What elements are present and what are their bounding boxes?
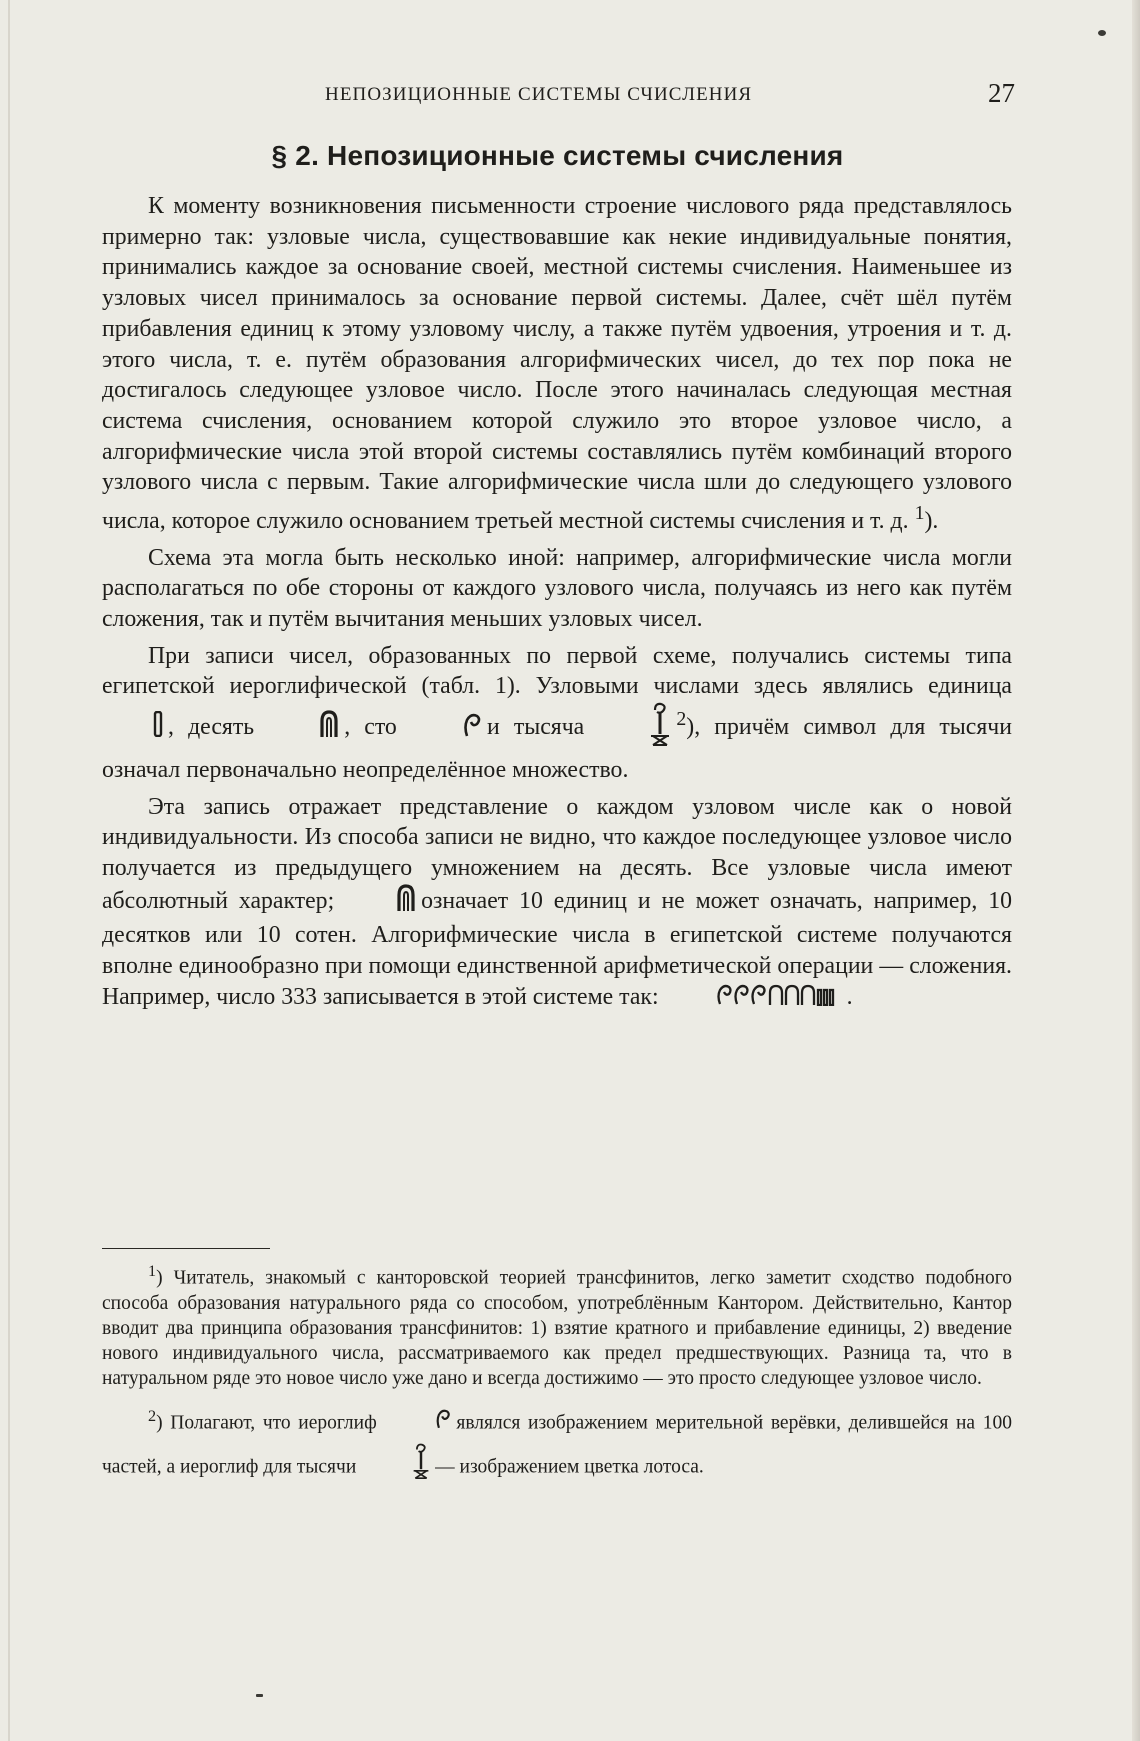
paragraph-1 xyxy=(102,191,1012,537)
egyptian-one-icon xyxy=(106,711,164,746)
paragraph-4-text-a: Эта запись отражает представление о каждом узловом числе как о новой индивидуальности. Из способа записи не видно, что каждое последующее узловое число получается из предыдущего умножением на десять. Все узловые числа имеют абсолютный характер; xyxy=(102,793,1012,914)
egyptian-hundred-icon xyxy=(415,711,483,746)
paragraph-1-end: ). xyxy=(924,507,939,534)
body-text xyxy=(102,191,1012,1021)
footnote-2-text-c: — изображением цветка лотоса. xyxy=(435,1456,704,1477)
ink-speck xyxy=(1098,30,1106,36)
footnote-divider xyxy=(102,1248,270,1249)
footnote-1-mark: 1 xyxy=(148,1262,157,1280)
egyptian-ten-icon-inline xyxy=(349,884,417,921)
footnote-1 xyxy=(102,1259,1012,1391)
egyptian-333-notation xyxy=(669,982,843,1015)
footnote-ref-1: 1 xyxy=(914,502,925,525)
footnote-2-mark: 2 xyxy=(148,1406,157,1425)
footnote-ref-2: 2 xyxy=(676,708,687,731)
egyptian-hundred-icon-footnote xyxy=(388,1405,452,1443)
paragraph-3-text-e: ), причём символ для тысячи означал первоначально неопределённое множество. xyxy=(102,714,1013,783)
egyptian-ten-icon xyxy=(272,710,340,747)
egyptian-thousand-icon-footnote xyxy=(365,1443,431,1493)
footnote-2-text-b: являлся изображением мерительной верёвки, делившейся на 100 частей, а иероглиф для тысячи xyxy=(102,1412,1012,1477)
egyptian-thousand-icon xyxy=(602,702,672,755)
footnote-1-text: ) Читатель, знакомый с канторовской теорией трансфинитов, легко заметит сходство подобного способа образования натурального ряда со способом, употреблённым Кантором. Действительно, Кантор вводит два принципа образования трансфинитов: 1) взятие кратного и прибавление единицы, 2) введение нового индивидуального числа, рассматриваемого как предел предшествующих. Разница та, что в натуральном ряде это новое число уже дано и всегда достижимо — это просто следующее узловое число. xyxy=(102,1267,1012,1389)
paragraph-4 xyxy=(102,792,1012,1015)
page-number: 27 xyxy=(988,78,1015,108)
page-left-edge xyxy=(8,0,10,1741)
footnote-2 xyxy=(102,1397,1012,1493)
paragraph-4-text-c: . xyxy=(846,983,853,1010)
page-header xyxy=(100,78,1015,110)
footnote-2-text-a: ) Полагают, что иероглиф xyxy=(156,1412,377,1433)
paragraph-1-text: К моменту возникновения письменности строение числового ряда представлялось примерно так: узловые числа, существовавшие как некие индивидуальные понятия, принимались каждое за основание своей, местной системы счисления. Наименьшее из узловых чисел принималось за основание первой системы. Далее, счёт шёл путём прибавления единиц к этому узловому числу, а также путём удвоения, утроения и т. д. этого числа, т. е. путём образования алгорифмических чисел, до тех пор пока не достигалось следующее узловое число. После этого начиналась следующая местная система счисления, основанием которой служило это второе узловое число, а алгорифмические числа этой второй системы составлялись путём комбинаций второго узлового числа с первым. Такие алгорифмические числа шли до следующего узлового числа, которое служило основанием третьей местной системы счисления и т. д. xyxy=(102,193,1012,534)
paragraph-4-text-b: означает 10 единиц и не может означать, например, 10 десятков или 10 сотен. Алгорифмические числа в египетской системе получаются вполне единообразно при помощи единственной арифметической операции — сложения. Например, число 333 записывается в этой системе так: xyxy=(102,887,1012,1010)
section-title: § 2. Непозиционные системы счисления xyxy=(271,140,844,171)
paragraph-3-text-d: и тысяча xyxy=(486,714,585,740)
running-head: НЕПОЗИЦИОННЫЕ СИСТЕМЫ СЧИСЛЕНИЯ xyxy=(325,84,753,105)
page-right-edge xyxy=(1132,0,1140,1741)
paragraph-3 xyxy=(102,641,1012,786)
paragraph-3-text-a: При записи чисел, образованных по первой схеме, получались системы типа египетской иероглифической (табл. 1). Узловыми числами здесь являлись единица xyxy=(102,642,1012,700)
paragraph-3-text-c: , сто xyxy=(344,714,397,740)
footnotes xyxy=(102,1259,1012,1499)
ink-speck-bottom xyxy=(256,1694,263,1697)
paragraph-3-text-b: , десять xyxy=(168,714,255,740)
paragraph-2: Схема эта могла быть несколько иной: например, алгорифмические числа могли располагаться по обе стороны от каждого узлового числа, получаясь из него как путём сложения, так и путём вычитания меньших узловых чисел. xyxy=(102,544,1012,633)
